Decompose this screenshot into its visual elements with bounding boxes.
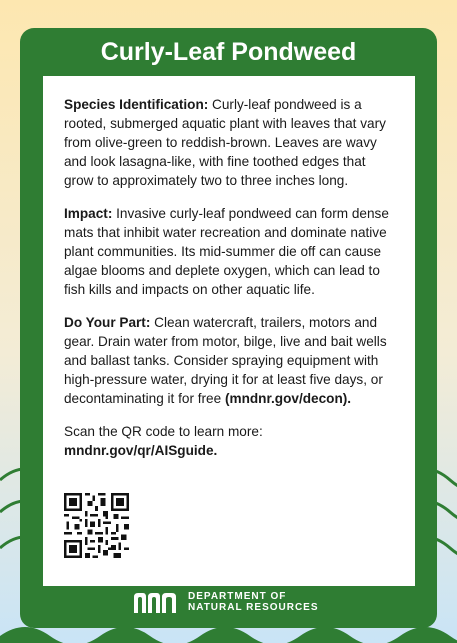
- dnr-footer: [132, 589, 332, 617]
- species-heading: Species Identification:: [64, 97, 209, 112]
- impact-text: Invasive curly-leaf pondweed can form dense mats that inhibit water recreation and dominate native plant communities. Its mid-summer die off can cause algae blooms and deplete oxygen, which can lead to fish kills and impacts on other aquatic life.: [64, 206, 389, 297]
- card-title: Curly-Leaf Pondweed: [100, 38, 357, 66]
- dnr-name-line1: DEPARTMENT OF: [188, 591, 287, 602]
- aisguide-link[interactable]: mndnr.gov/qr/AISguide.: [64, 443, 218, 458]
- decon-link[interactable]: (mndnr.gov/decon).: [224, 391, 352, 406]
- do-your-part-section: [64, 313, 396, 408]
- scan-text: Scan the QR code to learn more:: [64, 424, 263, 439]
- species-section: [64, 95, 396, 190]
- do-your-part-text: Clean watercraft, trailers, motors and gear. Drain water from motor, bilge, live and bait wells and ballast tanks. Consider spraying equipment with high-pressure water, drying it for at least five days, or decontaminating it for free: [64, 315, 387, 406]
- dnr-name: [188, 591, 319, 613]
- scan-section: [64, 422, 396, 460]
- qr-code-icon[interactable]: [64, 493, 129, 558]
- species-text: Curly-leaf pondweed is a rooted, submerged aquatic plant with leaves that vary from olive-green to reddish-brown. Leaves are wavy and look lasagna-like, with fine toothed edges that grow to approximately two to three inches long.: [64, 97, 386, 188]
- impact-section: [64, 204, 396, 299]
- impact-heading: Impact:: [64, 206, 113, 221]
- card-content: [64, 95, 396, 474]
- do-your-part-heading: Do Your Part:: [64, 315, 151, 330]
- dnr-name-line2: NATURAL RESOURCES: [188, 602, 319, 613]
- dnr-logo-icon: [132, 591, 182, 615]
